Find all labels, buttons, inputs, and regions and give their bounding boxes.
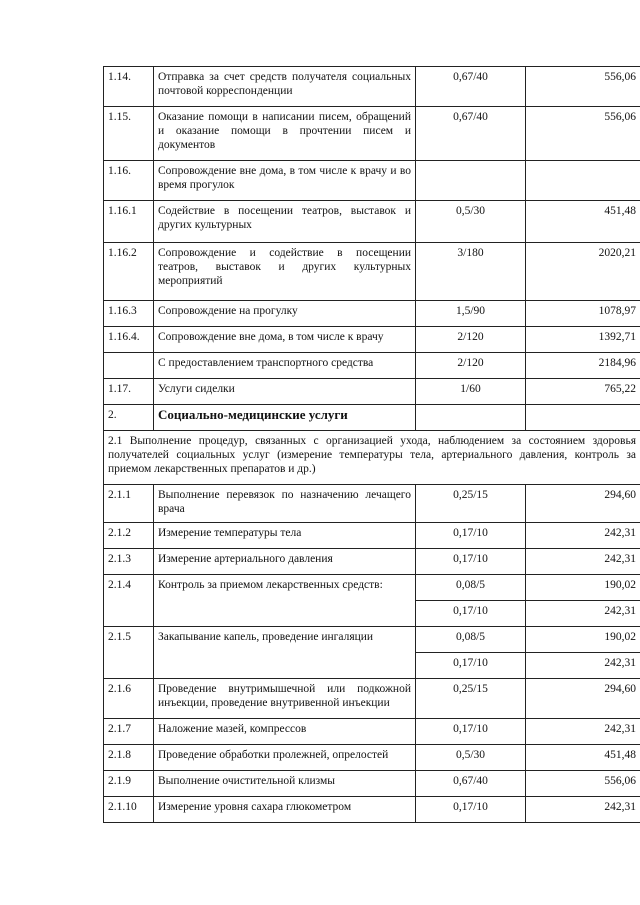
service-price-empty bbox=[526, 405, 640, 431]
service-price: 451,48 bbox=[526, 201, 640, 243]
service-price: 556,06 bbox=[526, 771, 640, 797]
table-row bbox=[104, 745, 640, 771]
row-number: 2.1.10 bbox=[104, 797, 154, 823]
time-norm: 0,17/10 bbox=[416, 601, 526, 627]
table-row bbox=[104, 771, 640, 797]
time-norm: 0,67/40 bbox=[416, 67, 526, 107]
time-norm: 0,17/10 bbox=[416, 549, 526, 575]
table-row bbox=[104, 575, 640, 601]
time-norm: 0,17/10 bbox=[416, 719, 526, 745]
row-number: 2.1.5 bbox=[104, 627, 154, 679]
service-name: Измерение уровня сахара глюкометром bbox=[154, 797, 416, 823]
service-price: 242,31 bbox=[526, 797, 640, 823]
row-number: 1.16.3 bbox=[104, 301, 154, 327]
time-norm-empty bbox=[416, 161, 526, 201]
service-price: 765,22 bbox=[526, 379, 640, 405]
service-price: 2020,21 bbox=[526, 243, 640, 301]
row-number-empty bbox=[104, 353, 154, 379]
table-row bbox=[104, 379, 640, 405]
row-number: 2.1.1 bbox=[104, 485, 154, 523]
service-price: 1392,71 bbox=[526, 327, 640, 353]
table-row bbox=[104, 243, 640, 301]
time-norm: 0,08/5 bbox=[416, 575, 526, 601]
table-row bbox=[104, 627, 640, 653]
row-number: 2.1.8 bbox=[104, 745, 154, 771]
table-row bbox=[104, 67, 640, 107]
service-price: 556,06 bbox=[526, 107, 640, 161]
service-price: 242,31 bbox=[526, 601, 640, 627]
service-price: 294,60 bbox=[526, 485, 640, 523]
service-name: Сопровождение вне дома, в том числе к врачу bbox=[154, 327, 416, 353]
row-number: 2.1.2 bbox=[104, 523, 154, 549]
service-name: Содействие в посещении театров, выставок и других культурных bbox=[154, 201, 416, 243]
table-row bbox=[104, 523, 640, 549]
service-name: Сопровождение и содействие в посещении театров, выставок и других культурных мероприятий bbox=[154, 243, 416, 301]
time-norm: 0,17/10 bbox=[416, 797, 526, 823]
table-row bbox=[104, 161, 640, 201]
row-number: 2.1.9 bbox=[104, 771, 154, 797]
service-name: Сопровождение вне дома, в том числе к врачу и во время прогулок bbox=[154, 161, 416, 201]
row-number: 1.16.1 bbox=[104, 201, 154, 243]
time-norm: 0,67/40 bbox=[416, 107, 526, 161]
subsection-row bbox=[104, 431, 640, 485]
time-norm: 3/180 bbox=[416, 243, 526, 301]
table-row bbox=[104, 301, 640, 327]
service-name: Измерение артериального давления bbox=[154, 549, 416, 575]
service-name: Проведение внутримышечной или подкожной инъекции, проведение внутривенной инъекции bbox=[154, 679, 416, 719]
time-norm: 0,67/40 bbox=[416, 771, 526, 797]
time-norm: 0,5/30 bbox=[416, 745, 526, 771]
time-norm-empty bbox=[416, 405, 526, 431]
service-name: Измерение температуры тела bbox=[154, 523, 416, 549]
service-name: Наложение мазей, компрессов bbox=[154, 719, 416, 745]
time-norm: 0,08/5 bbox=[416, 627, 526, 653]
time-norm: 2/120 bbox=[416, 353, 526, 379]
row-number: 2.1.6 bbox=[104, 679, 154, 719]
service-price: 1078,97 bbox=[526, 301, 640, 327]
time-norm: 2/120 bbox=[416, 327, 526, 353]
service-name: С предоставлением транспортного средства bbox=[154, 353, 416, 379]
service-name: Выполнение перевязок по назначению лечащего врача bbox=[154, 485, 416, 523]
time-norm: 0,17/10 bbox=[416, 653, 526, 679]
service-name: Отправка за счет средств получателя социальных почтовой корреспонденции bbox=[154, 67, 416, 107]
table-row bbox=[104, 719, 640, 745]
service-name: Выполнение очистительной клизмы bbox=[154, 771, 416, 797]
service-name: Проведение обработки пролежней, опрелостей bbox=[154, 745, 416, 771]
row-number: 1.16. bbox=[104, 161, 154, 201]
services-tariff-table bbox=[103, 66, 640, 823]
service-price: 294,60 bbox=[526, 679, 640, 719]
table-row bbox=[104, 549, 640, 575]
service-name: Закапывание капель, проведение ингаляции bbox=[154, 627, 416, 679]
table-row bbox=[104, 679, 640, 719]
service-price: 190,02 bbox=[526, 575, 640, 601]
service-price: 242,31 bbox=[526, 653, 640, 679]
section-number: 2. bbox=[104, 405, 154, 431]
time-norm: 1,5/90 bbox=[416, 301, 526, 327]
subsection-description: 2.1 Выполнение процедур, связанных с организацией ухода, наблюдением за состоянием здоровья получателей социальных услуг (измерение температуры тела, артериального давления, контроль за приемом лекарственных препаратов и др.) bbox=[104, 431, 640, 485]
row-number: 1.15. bbox=[104, 107, 154, 161]
row-number: 1.16.4. bbox=[104, 327, 154, 353]
table-row bbox=[104, 485, 640, 523]
service-price: 2184,96 bbox=[526, 353, 640, 379]
service-price: 242,31 bbox=[526, 549, 640, 575]
time-norm: 0,25/15 bbox=[416, 679, 526, 719]
row-number: 2.1.7 bbox=[104, 719, 154, 745]
service-price-empty bbox=[526, 161, 640, 201]
service-price: 556,06 bbox=[526, 67, 640, 107]
service-price: 242,31 bbox=[526, 523, 640, 549]
table-row bbox=[104, 797, 640, 823]
service-name: Контроль за приемом лекарственных средств: bbox=[154, 575, 416, 627]
time-norm: 0,17/10 bbox=[416, 523, 526, 549]
table-row bbox=[104, 353, 640, 379]
table-row bbox=[104, 327, 640, 353]
row-number: 2.1.3 bbox=[104, 549, 154, 575]
service-name: Услуги сиделки bbox=[154, 379, 416, 405]
table-row bbox=[104, 107, 640, 161]
row-number: 1.17. bbox=[104, 379, 154, 405]
service-name: Оказание помощи в написании писем, обращений и оказание помощи в прочтении писем и документов bbox=[154, 107, 416, 161]
time-norm: 1/60 bbox=[416, 379, 526, 405]
row-number: 1.16.2 bbox=[104, 243, 154, 301]
service-name: Сопровождение на прогулку bbox=[154, 301, 416, 327]
section-row bbox=[104, 405, 640, 431]
table-row bbox=[104, 201, 640, 243]
section-title: Социально-медицинские услуги bbox=[154, 405, 416, 431]
row-number: 1.14. bbox=[104, 67, 154, 107]
service-price: 451,48 bbox=[526, 745, 640, 771]
row-number: 2.1.4 bbox=[104, 575, 154, 627]
time-norm: 0,5/30 bbox=[416, 201, 526, 243]
time-norm: 0,25/15 bbox=[416, 485, 526, 523]
service-price: 242,31 bbox=[526, 719, 640, 745]
service-price: 190,02 bbox=[526, 627, 640, 653]
